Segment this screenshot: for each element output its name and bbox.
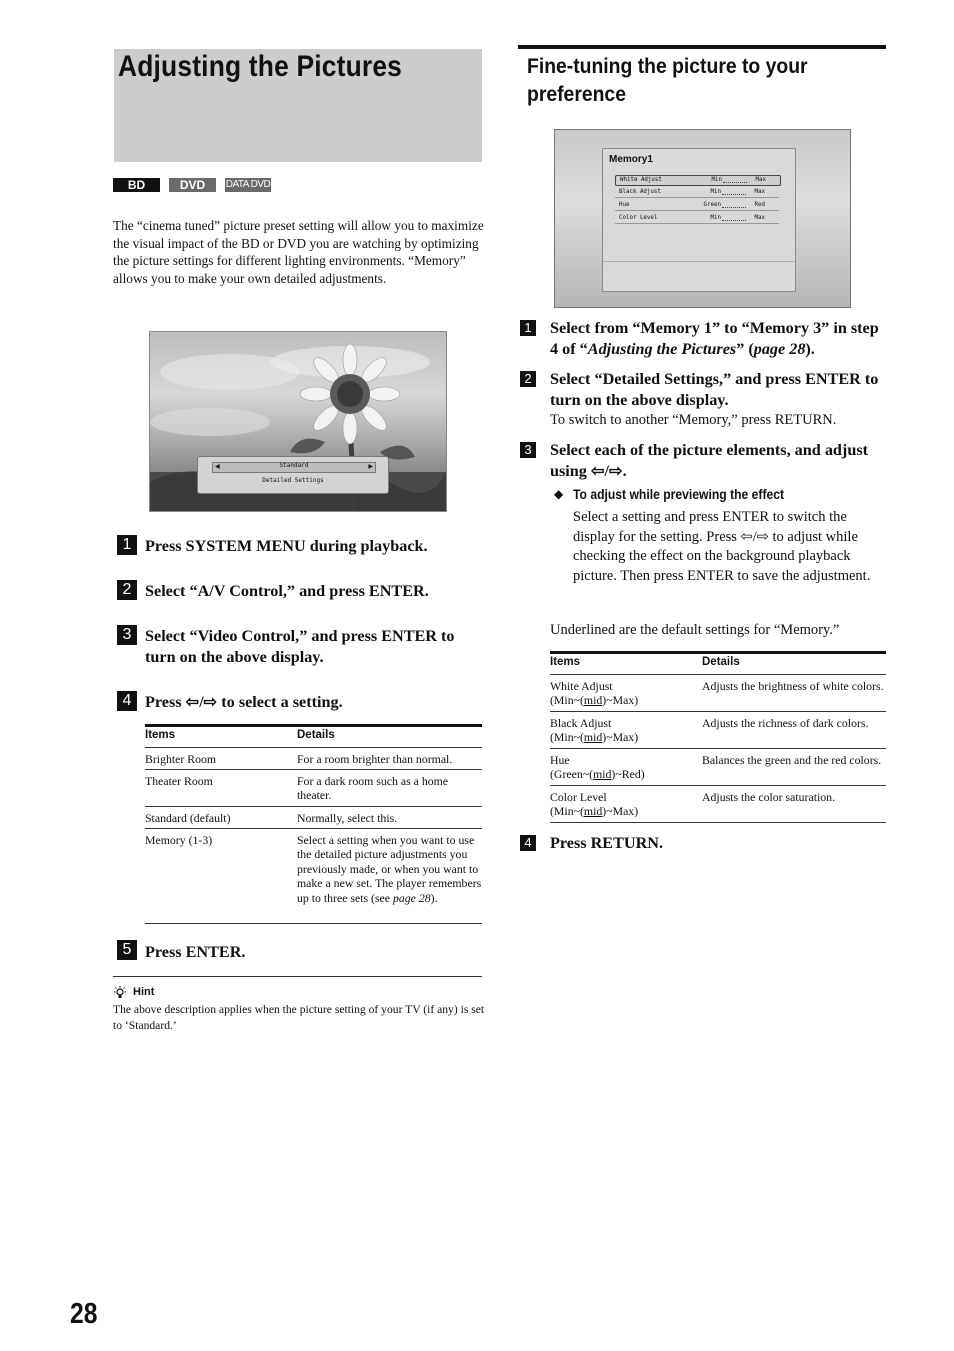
step-4-text-pre: Press [145,693,186,711]
table2-header-items: Items [550,656,581,668]
section-top-rule [518,45,886,49]
step-3-text: Select “Video Control,” and press ENTER to turn on the above display. [145,627,455,666]
bd-badge: BD [113,178,160,192]
right-step-3-pre: Select each of the picture elements, and adjust using [550,441,869,480]
memory-screen-image [554,129,851,308]
right-step-1-mid: ” ( [736,340,754,358]
table1-bottom-rule [145,923,482,924]
table1-detail: Normally, select this. [297,811,398,825]
table1-detail [297,833,483,905]
table2-item-range [550,767,700,781]
table2-item-range [550,730,700,744]
page-number: 28 [70,1298,98,1330]
step-4-text-post: to select a setting. [217,693,343,711]
range-default: mid [583,693,603,708]
preview-heading: To adjust while previewing the effect [573,487,785,502]
lightbulb-icon [113,986,127,1000]
page-reference[interactable]: page 28 [392,890,431,905]
step-4-number: 4 [117,691,137,711]
preset-panel [197,456,389,494]
step-4-text [145,692,485,713]
panel-divider [603,261,795,262]
range-post: )~Max) [602,730,639,745]
page-reference[interactable]: page 28 [753,340,806,358]
range-pre: (Min~( [550,730,584,745]
memory-row-name: Color Level [619,215,658,221]
table2-item-name: Color Level [550,790,607,804]
level-bar[interactable] [722,217,746,221]
table1-header-details: Details [297,729,335,741]
memory-row-max: Max [755,177,766,183]
table1-detail: For a dark room such as a home theater. [297,774,449,803]
range-pre: (Min~( [550,693,584,708]
table1-detail: For a room brighter than normal. [297,752,453,766]
table2-item-range [550,804,700,818]
data-dvd-badge: DATA DVD [225,179,271,190]
hint-label: Hint [133,986,155,998]
page-title: Adjusting the Pictures [118,50,403,83]
table2-item-range [550,693,700,707]
table1-rule [145,769,482,770]
right-step-2-text: Select “Detailed Settings,” and press ENTER to turn on the above display. [550,370,879,409]
detailed-settings-item[interactable]: Detailed Settings [262,477,324,484]
right-step-1-post: ). [805,340,815,358]
table2-detail: Adjusts the color saturation. [702,790,836,804]
range-post: )~Red) [611,767,645,782]
step-2-number: 2 [117,580,137,600]
section-title: Fine-tuning the picture to your preference [527,54,808,106]
right-step-1-text [550,318,890,360]
table2-item [550,679,700,708]
memory-panel-title: Memory1 [609,154,653,165]
underline-note: Underlined are the default settings for “Memory.” [550,622,840,638]
step-1-text: Press SYSTEM MENU during playback. [145,537,428,555]
table2-bottom-rule [550,822,886,823]
table2-item [550,753,700,782]
memory-row-max: Max [754,189,765,195]
step-2-text: Select “A/V Control,” and press ENTER. [145,582,429,600]
table1-item: Memory (1-3) [145,833,213,847]
dvd-badge: DVD [169,178,216,192]
memory-row[interactable] [615,175,781,186]
range-pre: (Green~( [550,767,594,782]
right-step-3-post: . [622,462,627,480]
preset-selector[interactable] [212,462,376,473]
memory-row-max: Max [754,215,765,221]
right-arrow-icon[interactable]: ▶ [368,464,373,470]
table2-item [550,716,700,745]
table1-rule [145,828,482,829]
right-step-4-number: 4 [520,835,536,851]
range-default: mid [583,730,603,745]
range-post: )~Max) [602,693,639,708]
left-right-arrow-icon: ⇦/⇨ [590,462,623,480]
memory-row[interactable] [615,214,779,224]
left-arrow-icon[interactable]: ◀ [215,464,220,470]
table1-detail-text: Select a setting when you want to use the detailed picture adjustments you previously made, or when you want to make a new set. The player remembers up to three sets (see [297,833,482,905]
right-step-3-text [550,440,870,482]
table1-item: Theater Room [145,774,213,788]
level-bar[interactable] [722,204,746,208]
preview-body [573,508,887,586]
table2-item-name: Black Adjust [550,716,612,730]
table2-rule [550,785,886,786]
range-default: mid [593,767,612,782]
table2-detail: Adjusts the brightness of white colors. [702,679,884,693]
left-right-arrow-icon: ⇦/⇨ [740,528,769,545]
table1-header-items: Items [145,729,176,741]
bullet-diamond-icon: ◆ [554,487,564,501]
right-step-3-number: 3 [520,442,536,458]
range-pre: (Min~( [550,804,584,819]
table2-header-details: Details [702,656,740,668]
preview-body-post: to adjust while checking the effect on the background playback picture. Then press ENTER to save the adjustment. [573,528,871,584]
range-post: )~Max) [602,804,639,819]
right-step-2-sub: To switch to another “Memory,” press RETURN. [550,412,837,428]
right-step-4-text: Press RETURN. [550,834,664,852]
level-bar[interactable] [722,191,746,195]
memory-row-name: Black Adjust [619,189,661,195]
hint-rule [113,976,482,977]
step-3-number: 3 [117,625,137,645]
left-right-arrow-icon: ⇦/⇨ [185,693,218,711]
memory-row-min: Min [711,177,722,183]
table2-detail: Balances the green and the red colors. [702,753,882,767]
table1-top-rule [145,724,482,727]
table1-rule [145,806,482,807]
table2-item-name: Hue [550,753,570,767]
table2-rule [550,674,886,675]
table2-item-name: White Adjust [550,679,613,693]
right-step-2-number: 2 [520,371,536,387]
right-step-1-number: 1 [520,320,536,336]
memory-row-name: Hue [619,202,630,208]
table1-detail-text-end: ). [430,890,438,905]
level-bar[interactable] [723,179,747,183]
table1-item: Brighter Room [145,752,217,766]
preset-value: Standard [279,462,309,469]
table2-item [550,790,700,819]
table1-rule [145,747,482,748]
table2-top-rule [550,651,886,654]
memory-panel [602,148,796,292]
memory-row-max: Red [754,202,765,208]
preview-body-pre: Select a setting and press ENTER to switch the display for the setting. Press [573,509,847,545]
hint-text: The above description applies when the picture setting of your TV (if any) is set to ‘Standard.’ [113,1003,485,1032]
right-step-1-italic: Adjusting the Pictures [587,340,737,358]
step-5-text: Press ENTER. [145,943,246,961]
memory-row-min: Green [703,202,721,208]
step-5-number: 5 [117,940,137,960]
memory-row[interactable] [615,188,779,198]
memory-row[interactable] [615,201,779,211]
right-step-1-pre: Select from “Memory 1” to “Memory 3” in step 4 of “ [550,319,879,358]
step-1-number: 1 [117,535,137,555]
memory-row-name: White Adjust [620,177,662,183]
range-default: mid [583,804,603,819]
table2-detail: Adjusts the richness of dark colors. [702,716,869,730]
sunflower-screen-image [149,331,447,512]
intro-paragraph: The “cinema tuned” picture preset setting will allow you to maximize the visual impact of the BD or DVD you are watching by optimizing the picture settings for different lighting environments. “Memory” allows you to make your own detailed adjustments. [113,218,484,286]
memory-row-min: Min [710,215,721,221]
memory-row-min: Min [710,189,721,195]
table2-rule [550,711,886,712]
table1-item: Standard (default) [145,811,231,825]
table2-rule [550,748,886,749]
